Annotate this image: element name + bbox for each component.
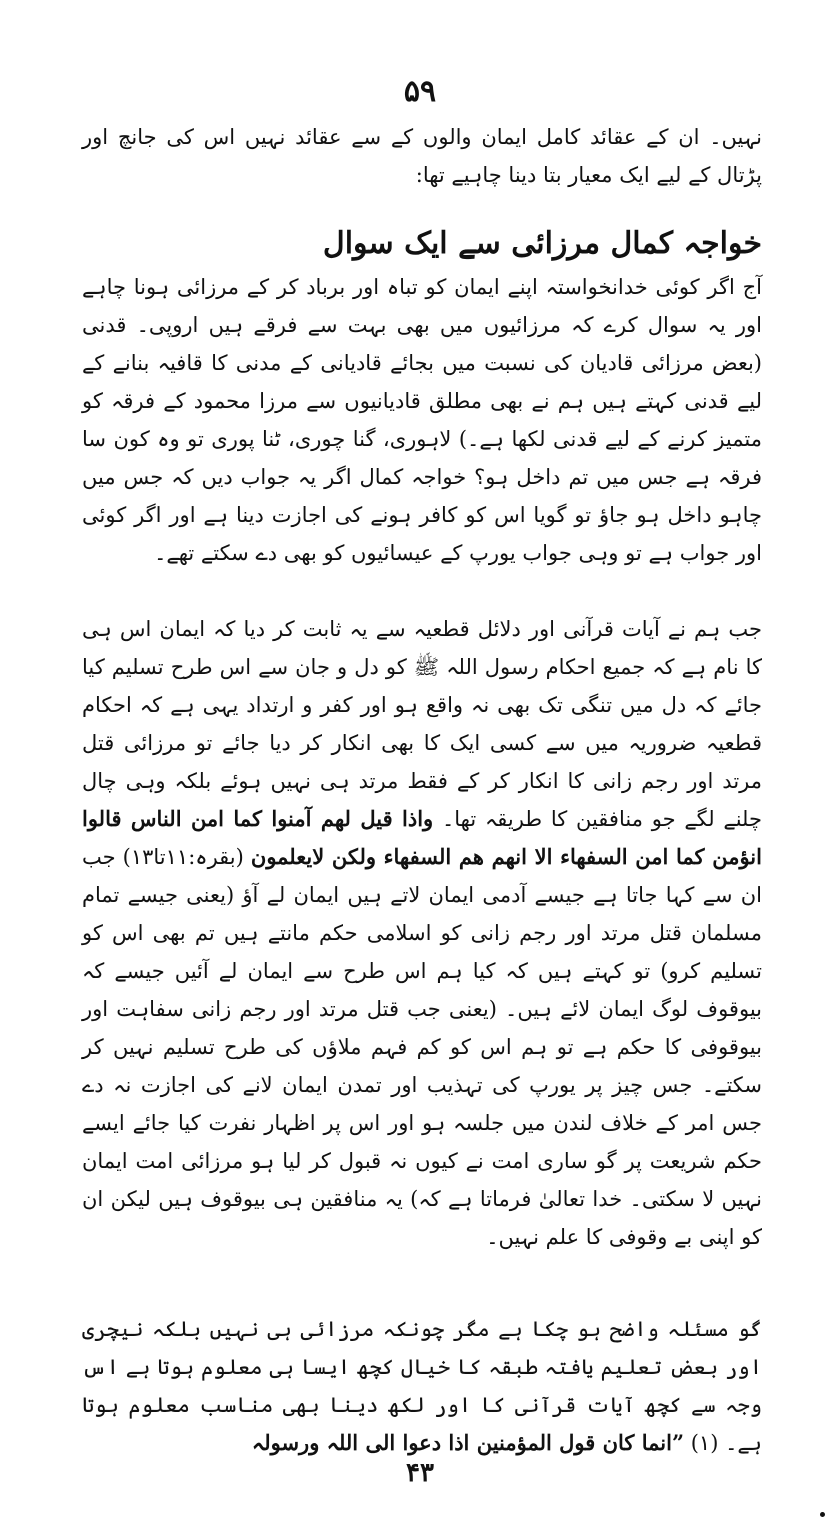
paragraph-2-start: جب ہم نے آیات قرآنی اور دلائل قطعیہ سے یہ ثابت کر دیا کہ ایمان اس ہی کا نام ہے کہ جمیع احکام رسول اللہ ﷺ کو دل و جان سے اس طرح تسلیم کیا جائے کہ دل میں تنگی تک بھی نہ واقع ہو اور کفر و ارتداد یہی ہے کہ احکام قطعیہ ضروریہ میں سے کسی ایک کا بھی انکار کر دیا جائے تو مرزائی قتل مرتد اور رجم زانی کا انکار کر کے فقط مرتد ہی نہیں ہوئے بلکہ وہی چال چلنے لگے جو منافقین کا طریقہ تھا۔ bbox=[82, 617, 762, 831]
quran-verse-2: ”انما کان قول المؤمنین اذا دعوا الی اللہ ورسولہ bbox=[251, 1430, 685, 1455]
page-number-top: ۵۹ bbox=[403, 74, 437, 109]
intro-paragraph: نہیں۔ ان کے عقائد کامل ایمان والوں کے سے عقائد نہیں اس کی جانچ اور پڑتال کے لیے ایک معیار بتا دینا چاہیے تھا: bbox=[82, 125, 762, 187]
quran-verse-1: واذا قیل لھم آمنوا کما امن الناس قالوا انؤمن کما امن السفھاء الا انھم ھم السفھاء ولکن لایعلمون bbox=[82, 806, 762, 869]
paragraph-3-start: گو مسئلہ واضح ہو چکا ہے مگر چونکہ مرزائی ہی نہیں بلکہ نیچری اور بعض تعلیم یافتہ طبقہ کا خیال کچھ ایسا ہی معلوم ہوتا ہے اس وجہ سے کچھ آیات قرآنی کا اور لکھ دینا بھی مناسب معلوم ہوتا ہے۔ (۱) bbox=[82, 1317, 762, 1455]
stray-dot-mark bbox=[820, 1512, 825, 1517]
body-paragraph-2 bbox=[82, 610, 762, 1256]
body-paragraph-1: آج اگر کوئی خدانخواستہ اپنے ایمان کو تباہ اور برباد کر کے مرزائی ہونا چاہے اور یہ سوال کرے کہ مرزائیوں میں بھی بہت سے فرقے ہیں اروپی۔ قدنی (بعض مرزائی قادیان کی نسبت میں بجائے قادیانی کے مدنی کا قافیہ بنانے کے لیے قدنی کہتے ہیں ہم نے بھی مطلق قادیانیوں سے مرزا محمود کے فرقہ کو متمیز کرنے کے لیے قدنی لکھا ہے۔) لاہوری، گنا چوری، ٹنا پوری تو وہ کون سا فرقہ ہے جس میں تم داخل ہو؟ خواجہ کمال اگر یہ جواب دیں کہ جس میں چاہو داخل ہو جاؤ تو گویا اس کو کافر ہونے کی اجازت دینا ہے اور اگر کوئی اور جواب ہے تو وہی جواب یورپ کے عیسائیوں کو بھی دے سکتے تھے۔ bbox=[82, 275, 762, 565]
body-paragraph-3 bbox=[82, 1310, 762, 1462]
paragraph-2-end: (بقرہ:۱۱تا۱۳) جب ان سے کہا جاتا ہے جیسے آدمی ایمان لاتے ہیں ایمان لے آؤ (یعنی جیسے تمام مسلمان قتل مرتد اور رجم زانی کو اسلامی حکم مانتے ہیں تم بھی اس کو تسلیم کرو) تو کہتے ہیں کہ کیا ہم اس طرح سے ایمان لے آئیں جیسے کہ بیوقوف لوگ ایمان لائے ہیں۔ (یعنی جب قتل مرتد اور رجم زانی سفاہت اور بیوقوفی کا حکم ہے تو ہم اس کو کم فہم ملاؤں کی طرح تسلیم نہیں کر سکتے۔ جس چیز پر یورپ کی تہذیب اور تمدن ایمان لانے کی اجازت نہ دے جس امر کے خلاف لندن میں جلسہ ہو اور اس پر اظہار نفرت کیا جائے ایسے حکم شریعت پر گو ساری امت نے کیوں نہ قبول کر لیا ہو مرزائی امت ایمان نہیں لا سکتی۔ خدا تعالیٰ فرماتا ہے کہ) یہ منافقین ہی بیوقوف ہیں لیکن ان کو اپنی بے وقوفی کا علم نہیں۔ bbox=[82, 845, 762, 1249]
section-heading: خواجہ کمال مرزائی سے ایک سوال bbox=[322, 226, 762, 261]
page-number-bottom: ۴۳ bbox=[406, 1458, 434, 1488]
